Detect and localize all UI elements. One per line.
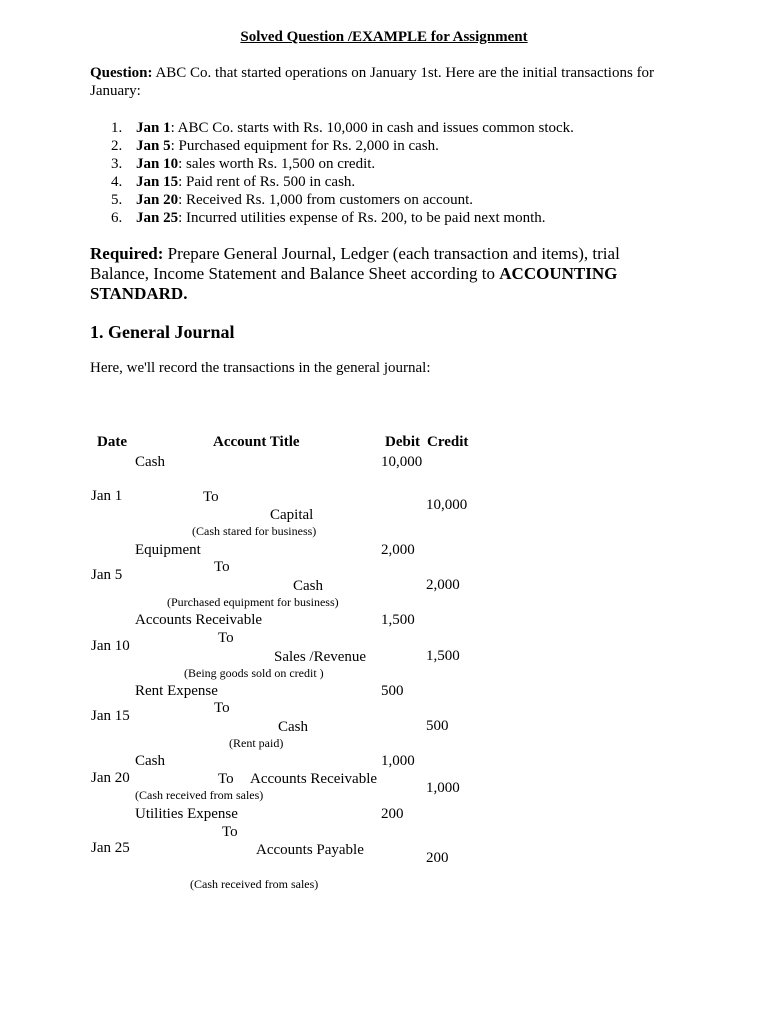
debit-account: Cash: [135, 753, 165, 769]
question-label: Question:: [90, 65, 153, 81]
header-account-title: Account Title: [213, 434, 300, 450]
question-text: ABC Co. that started operations on January 1st. Here are the initial transactions for January:: [90, 65, 655, 99]
header-debit: Debit: [385, 434, 420, 450]
credit-amount: 1,000: [426, 780, 460, 796]
credit-amount: 500: [426, 718, 449, 734]
list-item: [90, 209, 574, 227]
list-number: 2.: [111, 138, 123, 154]
debit-amount: 1,500: [381, 612, 415, 628]
required-emphasis: ACCOUNTING STANDARD.: [90, 264, 618, 303]
transaction-text: : Purchased equipment for Rs. 2,000 in cash.: [170, 138, 439, 154]
credit-account: Accounts Payable: [256, 842, 364, 858]
document-title: Solved Question /EXAMPLE for Assignment: [240, 29, 528, 45]
list-item: [90, 191, 574, 209]
list-item: [90, 137, 574, 155]
list-item: [90, 155, 574, 173]
debit-account: Accounts Receivable: [135, 612, 263, 628]
credit-account: Sales /Revenue: [274, 649, 367, 665]
header-credit: Credit: [427, 434, 469, 450]
to-label: To: [218, 771, 234, 787]
to-label: To: [222, 824, 238, 840]
debit-account: Rent Expense: [135, 683, 218, 699]
credit-account: Capital: [270, 507, 314, 523]
transaction-date: Jan 20: [136, 192, 179, 208]
credit-account: Accounts Receivable: [250, 771, 378, 787]
to-label: To: [214, 559, 230, 575]
entry-date: Jan 10: [91, 638, 130, 654]
debit-amount: 500: [381, 683, 404, 699]
credit-amount: 200: [426, 850, 449, 866]
debit-amount: 2,000: [381, 542, 415, 558]
transaction-text: : Paid rent of Rs. 500 in cash.: [178, 174, 356, 190]
credit-amount: 10,000: [426, 497, 468, 513]
transaction-date: Jan 1: [136, 120, 171, 136]
list-number: 1.: [111, 120, 123, 136]
to-label: To: [218, 630, 234, 646]
entry-date: Jan 25: [91, 840, 130, 856]
transaction-text: : ABC Co. starts with Rs. 10,000 in cash and issues common stock.: [170, 120, 574, 136]
header-date: Date: [97, 434, 127, 450]
narration: (Cash stared for business): [192, 524, 317, 538]
debit-amount: 200: [381, 806, 404, 822]
required-text: Prepare General Journal, Ledger (each transaction and items), trial Balance, Income Statement and Balance Sheet according to: [90, 244, 620, 283]
debit-amount: 10,000: [381, 454, 423, 470]
narration: (Cash received from sales): [190, 877, 319, 891]
to-label: To: [214, 700, 230, 716]
transaction-date: Jan 5: [136, 138, 171, 154]
narration: (Purchased equipment for business): [167, 595, 339, 609]
credit-amount: 2,000: [426, 577, 460, 593]
list-number: 4.: [111, 174, 123, 190]
intro-text: Here, we'll record the transactions in the general journal:: [90, 360, 431, 376]
transaction-date: Jan 15: [136, 174, 179, 190]
section-heading: 1. General Journal: [90, 322, 235, 342]
credit-account: Cash: [293, 578, 323, 594]
list-number: 3.: [111, 156, 123, 172]
required-label: Required:: [90, 244, 164, 263]
to-label: To: [203, 489, 219, 505]
narration: (Cash received from sales): [135, 788, 264, 802]
transaction-date: Jan 25: [136, 210, 179, 226]
entry-date: Jan 20: [91, 770, 130, 786]
transaction-text: : Incurred utilities expense of Rs. 200, to be paid next month.: [178, 210, 546, 226]
narration: (Rent paid): [229, 736, 284, 750]
debit-account: Utilities Expense: [135, 806, 238, 822]
list-item: [90, 173, 574, 191]
transaction-date: Jan 10: [136, 156, 179, 172]
entry-date: Jan 1: [91, 488, 123, 504]
question-paragraph: [90, 64, 680, 100]
debit-amount: 1,000: [381, 753, 415, 769]
entry-date: Jan 15: [91, 708, 130, 724]
debit-account: Equipment: [135, 542, 201, 558]
transaction-list: [90, 119, 574, 227]
list-number: 6.: [111, 210, 123, 226]
credit-account: Cash: [278, 719, 308, 735]
transaction-text: : sales worth Rs. 1,500 on credit.: [178, 156, 376, 172]
required-paragraph: [90, 244, 650, 304]
transaction-text: : Received Rs. 1,000 from customers on account.: [178, 192, 474, 208]
list-item: [90, 119, 574, 137]
narration: (Being goods sold on credit ): [184, 666, 324, 680]
debit-account: Cash: [135, 454, 165, 470]
entry-date: Jan 5: [91, 567, 123, 583]
credit-amount: 1,500: [426, 648, 460, 664]
list-number: 5.: [111, 192, 123, 208]
